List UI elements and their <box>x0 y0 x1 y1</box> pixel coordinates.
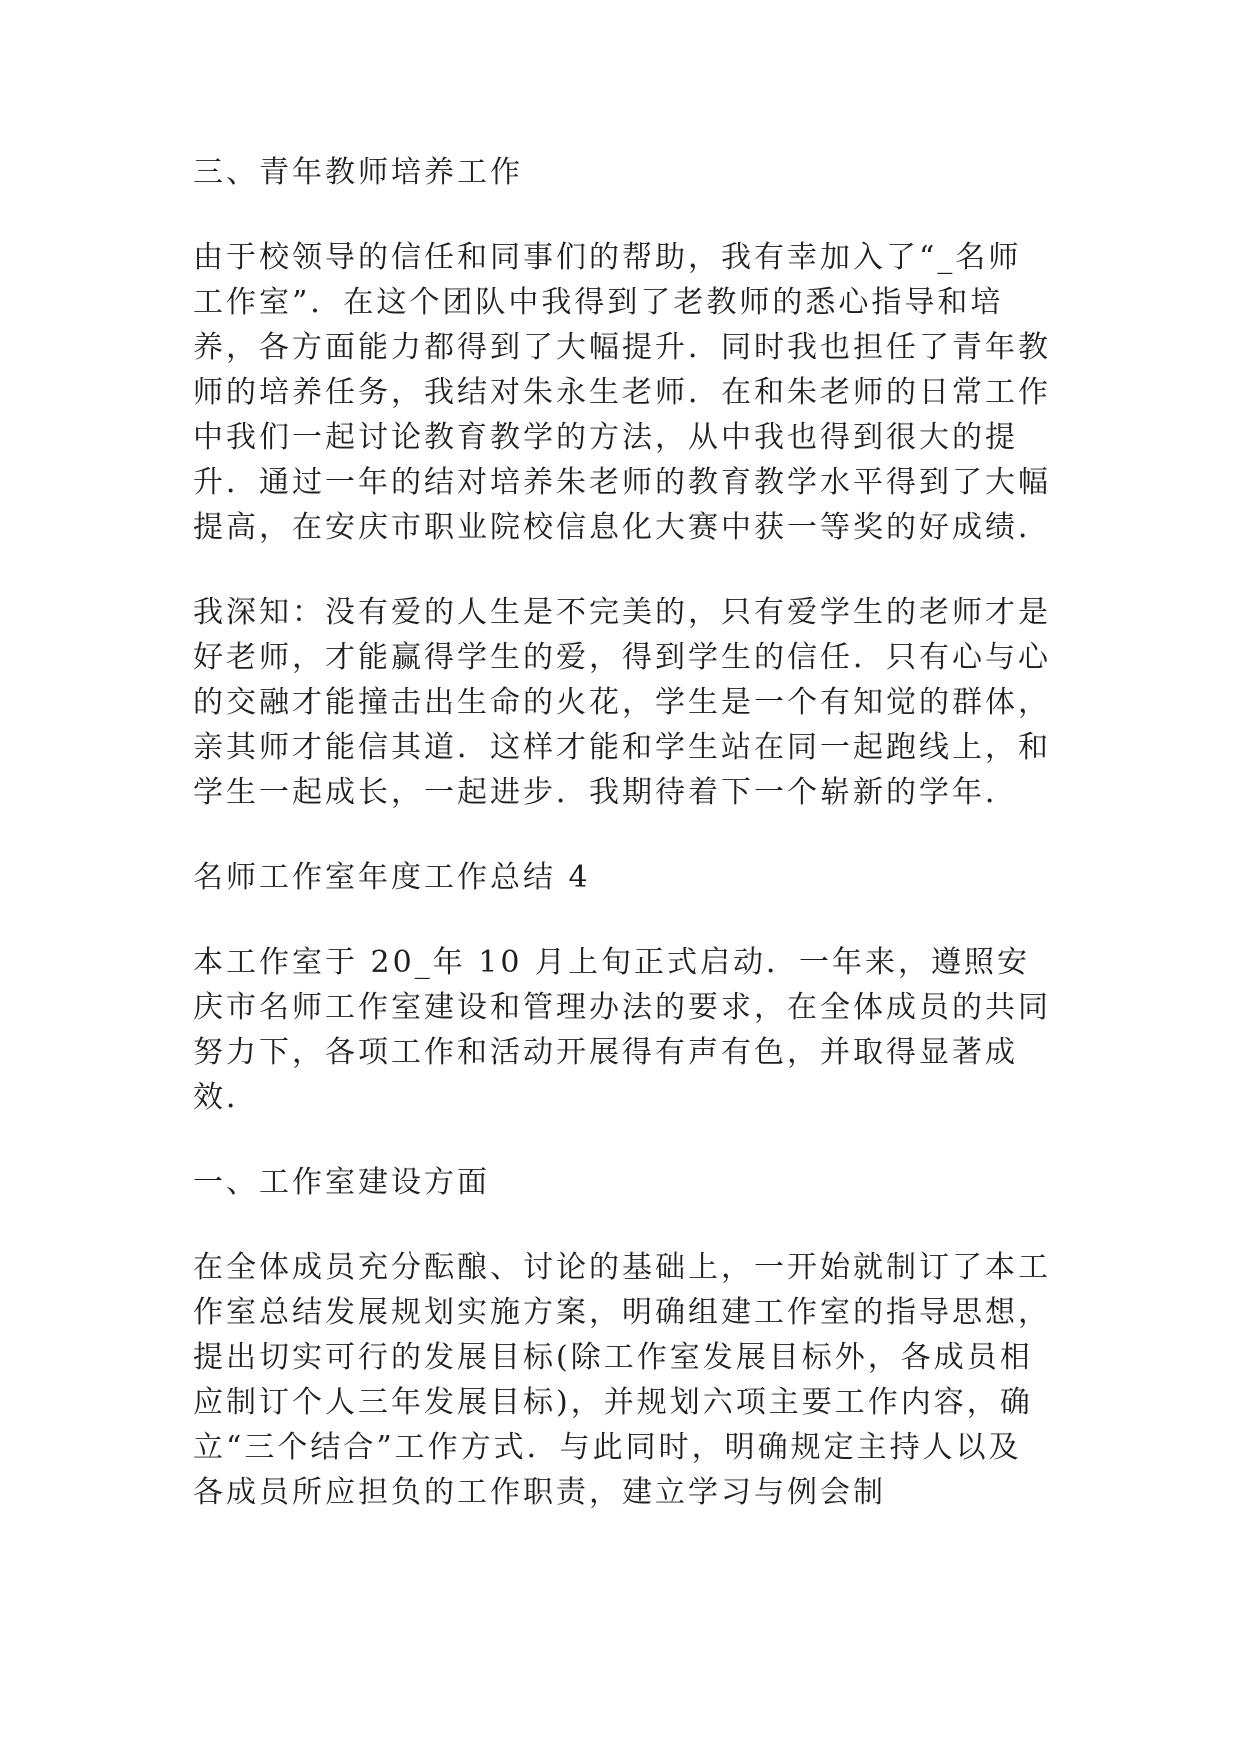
section-heading-annual-summary-4: 名师工作室年度工作总结 4 <box>193 860 591 895</box>
paragraph-studio-joining: 由于校领导的信任和同事们的帮助，我有幸加入了“_名师工作室”．在这个团队中我得到了老教师的悉心指导和培养，各方面能力都得到了大幅提升．同时我也担任了青年教师的培养任务，我结对朱永生老师．在和朱老师的日常工作中我们一起讨论教育教学的方法，从中我也得到很大的提升．通过一年的结对培养朱老师的教育教学水平得到了大幅提高，在安庆市职业院校信息化大赛中获一等奖的好成绩． <box>193 240 1051 545</box>
paragraph-studio-planning: 在全体成员充分酝酿、讨论的基础上，一开始就制订了本工作室总结发展规划实施方案，明确组建工作室的指导思想，提出切实可行的发展目标(除工作室发展目标外，各成员相应制订个人三年发展目标)，并规划六项主要工作内容，确立“三个结合”工作方式．与此同时，明确规定主持人以及各成员所应担负的工作职责，建立学习与例会制 <box>193 1250 1051 1510</box>
section-heading-studio-construction: 一、工作室建设方面 <box>193 1165 490 1200</box>
document-body <box>193 150 1053 1555</box>
paragraph-studio-launch: 本工作室于 20_年 10 月上旬正式启动．一年来，遵照安庆市名师工作室建设和管理办法的要求，在全体成员的共同努力下，各项工作和活动开展得有声有色，并取得显著成效． <box>193 945 1051 1115</box>
paragraph-love-for-students: 我深知：没有爱的人生是不完美的，只有爱学生的老师才是好老师，才能赢得学生的爱，得到学生的信任．只有心与心的交融才能撞击出生命的火花，学生是一个有知觉的群体，亲其师才能信其道．这样才能和学生站在同一起跑线上，和学生一起成长，一起进步．我期待着下一个崭新的学年． <box>193 595 1051 810</box>
section-heading-youth-teacher-training: 三、青年教师培养工作 <box>193 155 523 190</box>
